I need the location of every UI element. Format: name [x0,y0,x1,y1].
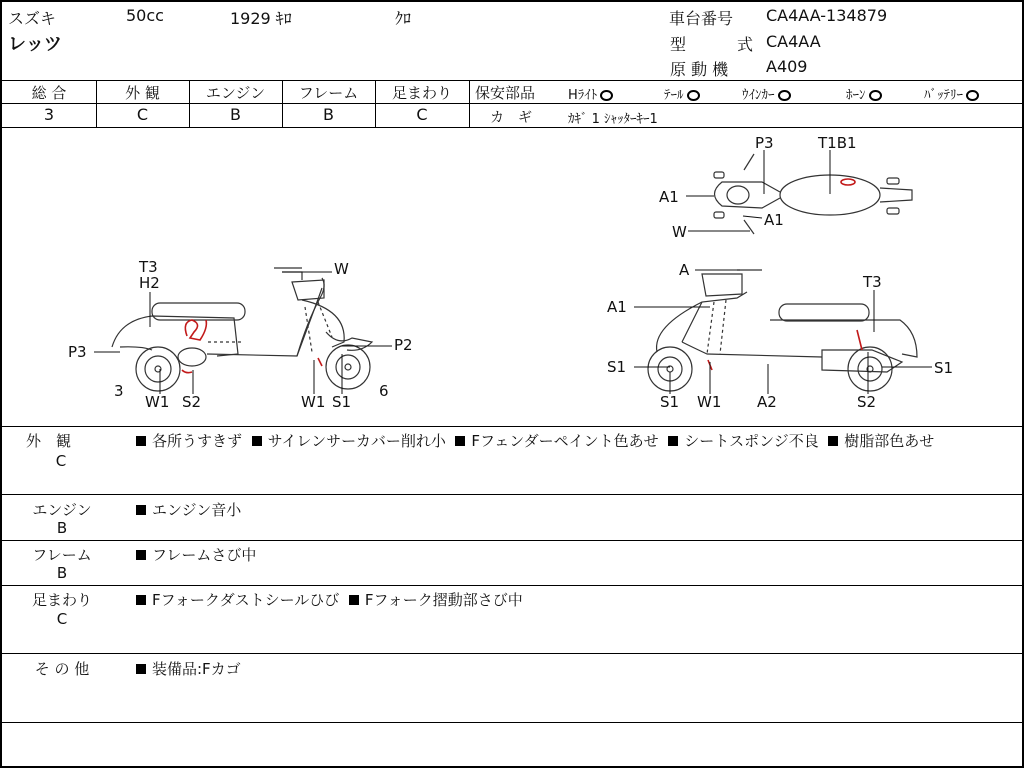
bullet-icon [828,436,838,446]
safety-item-taillight: ﾃｰﾙ [664,84,700,103]
remark-label-other: そ の 他 [34,660,90,678]
grade-header-overall: 総 合 [31,84,67,102]
grade-value-engine: B [230,105,241,124]
bullet-icon [668,436,678,446]
grade-header-suspension: 足まわり [391,84,452,102]
diagram-label: W1 [697,393,722,411]
grade-value-suspension: C [416,105,428,124]
grade-value-overall: 3 [43,105,55,124]
diagram-label: S2 [182,393,202,411]
bullet-icon [136,436,146,446]
remark-items-other: 装備品:Fカゴ [136,658,241,679]
diagram-label: H2 [139,274,160,292]
diagram-label: P3 [68,343,87,361]
leader-lines [94,150,932,394]
diagram-label: S1 [607,358,627,376]
frame-number-value: CA4AA-134879 [766,6,888,25]
divider [2,80,1024,81]
remark-items-suspension: Fフォークダストシールひび Fフォーク摺動部さび中 [136,589,523,610]
diagram-label: 6 [379,382,389,400]
key-value: ｶｷﾞ 1 ｼｬｯﾀｰｷｰ1 [568,112,658,127]
diagram-label: S2 [857,393,877,411]
bullet-icon [136,550,146,560]
safety-item-winker: ｳｲﾝｶｰ [742,84,791,103]
diagram-label: A1 [764,211,784,229]
type-label-2: 式 [737,35,754,54]
grade-value-frame: B [323,105,334,124]
safety-item-headlight: Hﾗｲﾄ [568,84,613,103]
bullet-icon [252,436,262,446]
remark-label-frame: フレーム [32,546,92,564]
safety-item-horn: ﾎｰﾝ [846,84,882,103]
diagram-label: T1B1 [818,134,857,152]
divider [469,103,1024,104]
diagram-label: A2 [757,393,777,411]
diagram-label: S1 [660,393,680,411]
remark-items-engine: エンジン音小 [136,499,241,520]
bullet-icon [136,595,146,605]
grade-header-frame: フレーム [298,84,359,102]
diagram-label: S1 [332,393,352,411]
diagram-label: T3 [863,273,882,291]
remark-grade-suspension: C [56,610,68,628]
grade-value-exterior: C [136,105,149,124]
ok-circle-icon [966,90,979,101]
color: ｸﾛ [395,9,412,28]
diagram-label: W1 [145,393,170,411]
remark-label-exterior: 外 観 [26,432,72,450]
grade-header-exterior: 外 観 [125,84,160,102]
diagram-label: P3 [755,134,774,152]
remark-grade-frame: B [56,564,68,582]
diagram-label: S1 [934,359,954,377]
remark-label-suspension: 足まわり [31,591,92,609]
divider [2,494,1024,495]
remark-items-frame: フレームさび中 [136,544,256,565]
engine-label: 原 動 機 [670,60,729,79]
diagram-label: W1 [301,393,326,411]
model-name: レッツ [8,34,62,55]
mileage: 1929 ｷﾛ [230,9,292,28]
diagram-label: W [672,223,687,241]
diagram-label: A1 [659,188,679,206]
ok-circle-icon [778,90,791,101]
type-value: CA4AA [766,32,821,51]
engine-value: A409 [766,57,808,76]
safety-item-battery: ﾊﾞｯﾃﾘｰ [924,84,979,103]
diagram-label: P2 [394,336,413,354]
ok-circle-icon [687,90,700,101]
remark-items-exterior: 各所うすきず サイレンサーカバー削れ小 Fフェンダーペイント色あせ シートスポンジ不良 樹脂部色あせ [136,430,1020,452]
divider [2,585,1024,586]
bullet-icon [136,505,146,515]
divider [2,653,1024,654]
maker: スズキ [8,9,57,28]
diagram-label: A1 [607,298,627,316]
divider [2,722,1024,723]
frame-number-label: 車台番号 [669,9,734,28]
type-label-1: 型 [670,35,687,54]
displacement: 50cc [126,6,164,25]
ok-circle-icon [600,90,613,101]
ok-circle-icon [869,90,882,101]
bullet-icon [136,664,146,674]
divider [2,103,469,104]
remark-grade-exterior: C [55,452,67,470]
diagram-label: A [679,261,690,279]
bullet-icon [349,595,359,605]
diagram-label: T3 [139,258,158,276]
scooter-top-view [714,154,912,234]
diagram-label: W [334,260,349,278]
divider [2,540,1024,541]
diagram-label: 3 [114,382,124,400]
divider [2,426,1024,427]
bullet-icon [455,436,465,446]
key-label: カ ギ [490,110,532,126]
grade-header-engine: エンジン [205,84,266,102]
remark-label-engine: エンジン [32,501,92,519]
safety-title: 保安部品 [475,84,536,102]
remark-grade-engine: B [56,519,68,537]
